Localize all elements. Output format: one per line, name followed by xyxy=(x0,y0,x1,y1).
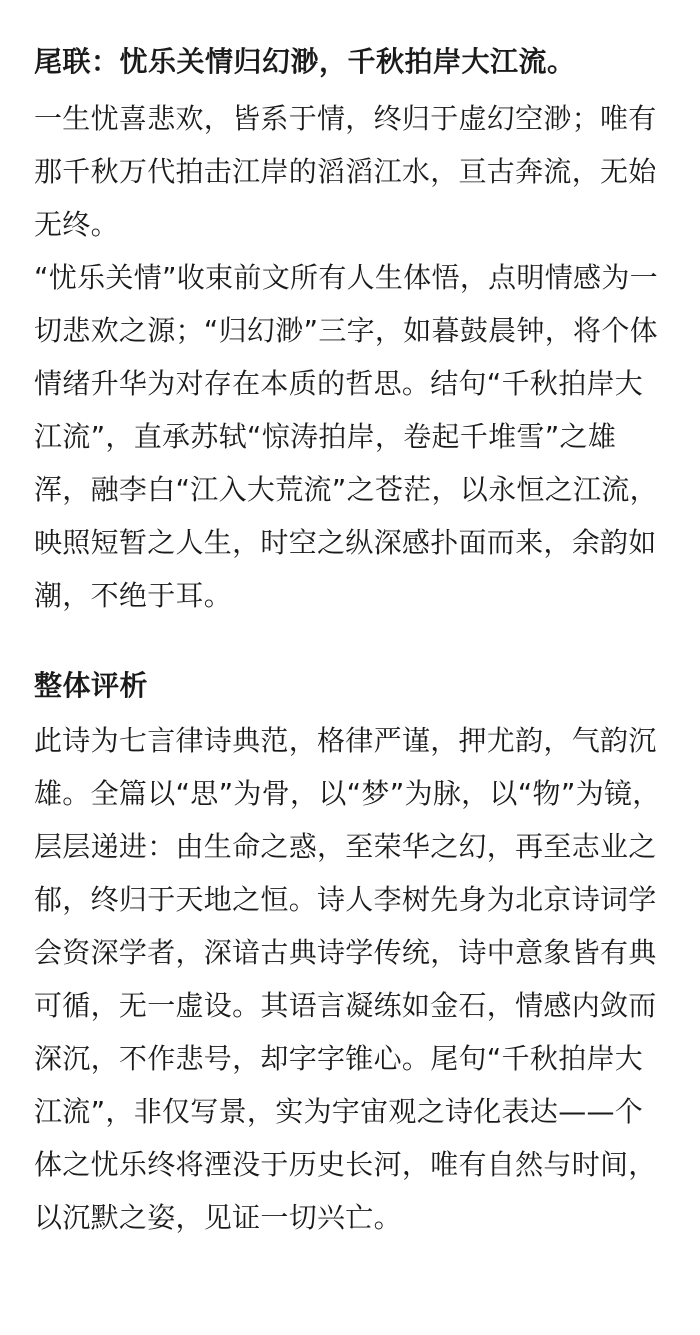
section-final-couplet xyxy=(34,38,670,622)
paragraph: 此诗为七言律诗典范，格律严谨，押尤韵，气韵沉雄。全篇以“思”为骨，以“梦”为脉，以“物”为镜，层层递进：由生命之惑，至荣华之幻，再至志业之郁，终归于天地之恒。诗人李树先身为北京诗词学会资深学者，深谙古典诗学传统，诗中意象皆有典可循，无一虚设。其语言凝练如金石，情感内敛而深沉，不作悲号，却字字锥心。尾句“千秋拍岸大江流”，非仅写景，实为宇宙观之诗化表达——个体之忧乐终将湮没于历史长河，唯有自然与时间，以沉默之姿，见证一切兴亡。 xyxy=(34,724,661,1234)
section-overall-analysis xyxy=(34,662,670,1244)
section-heading: 整体评析 xyxy=(34,669,149,702)
paragraph: 一生忧喜悲欢，皆系于情，终归于虚幻空渺；唯有那千秋万代拍击江岸的滔滔江水，亘古奔流，无始无终。 xyxy=(34,102,657,241)
paragraph: “忧乐关情”收束前文所有人生体悟，点明情感为一切悲欢之源；“归幻渺”三字，如暮鼓晨钟，将个体情绪升华为对存在本质的哲思。结句“千秋拍岸大江流”，直承苏轼“惊涛拍岸，卷起千堆雪”之雄浑，融李白“江入大荒流”之苍茫，以永恒之江流，映照短暂之人生，时空之纵深感扑面而来，余韵如潮，不绝于耳。 xyxy=(34,261,658,612)
section-heading: 尾联：忧乐关情归幻渺，千秋拍岸大江流。 xyxy=(34,45,576,78)
